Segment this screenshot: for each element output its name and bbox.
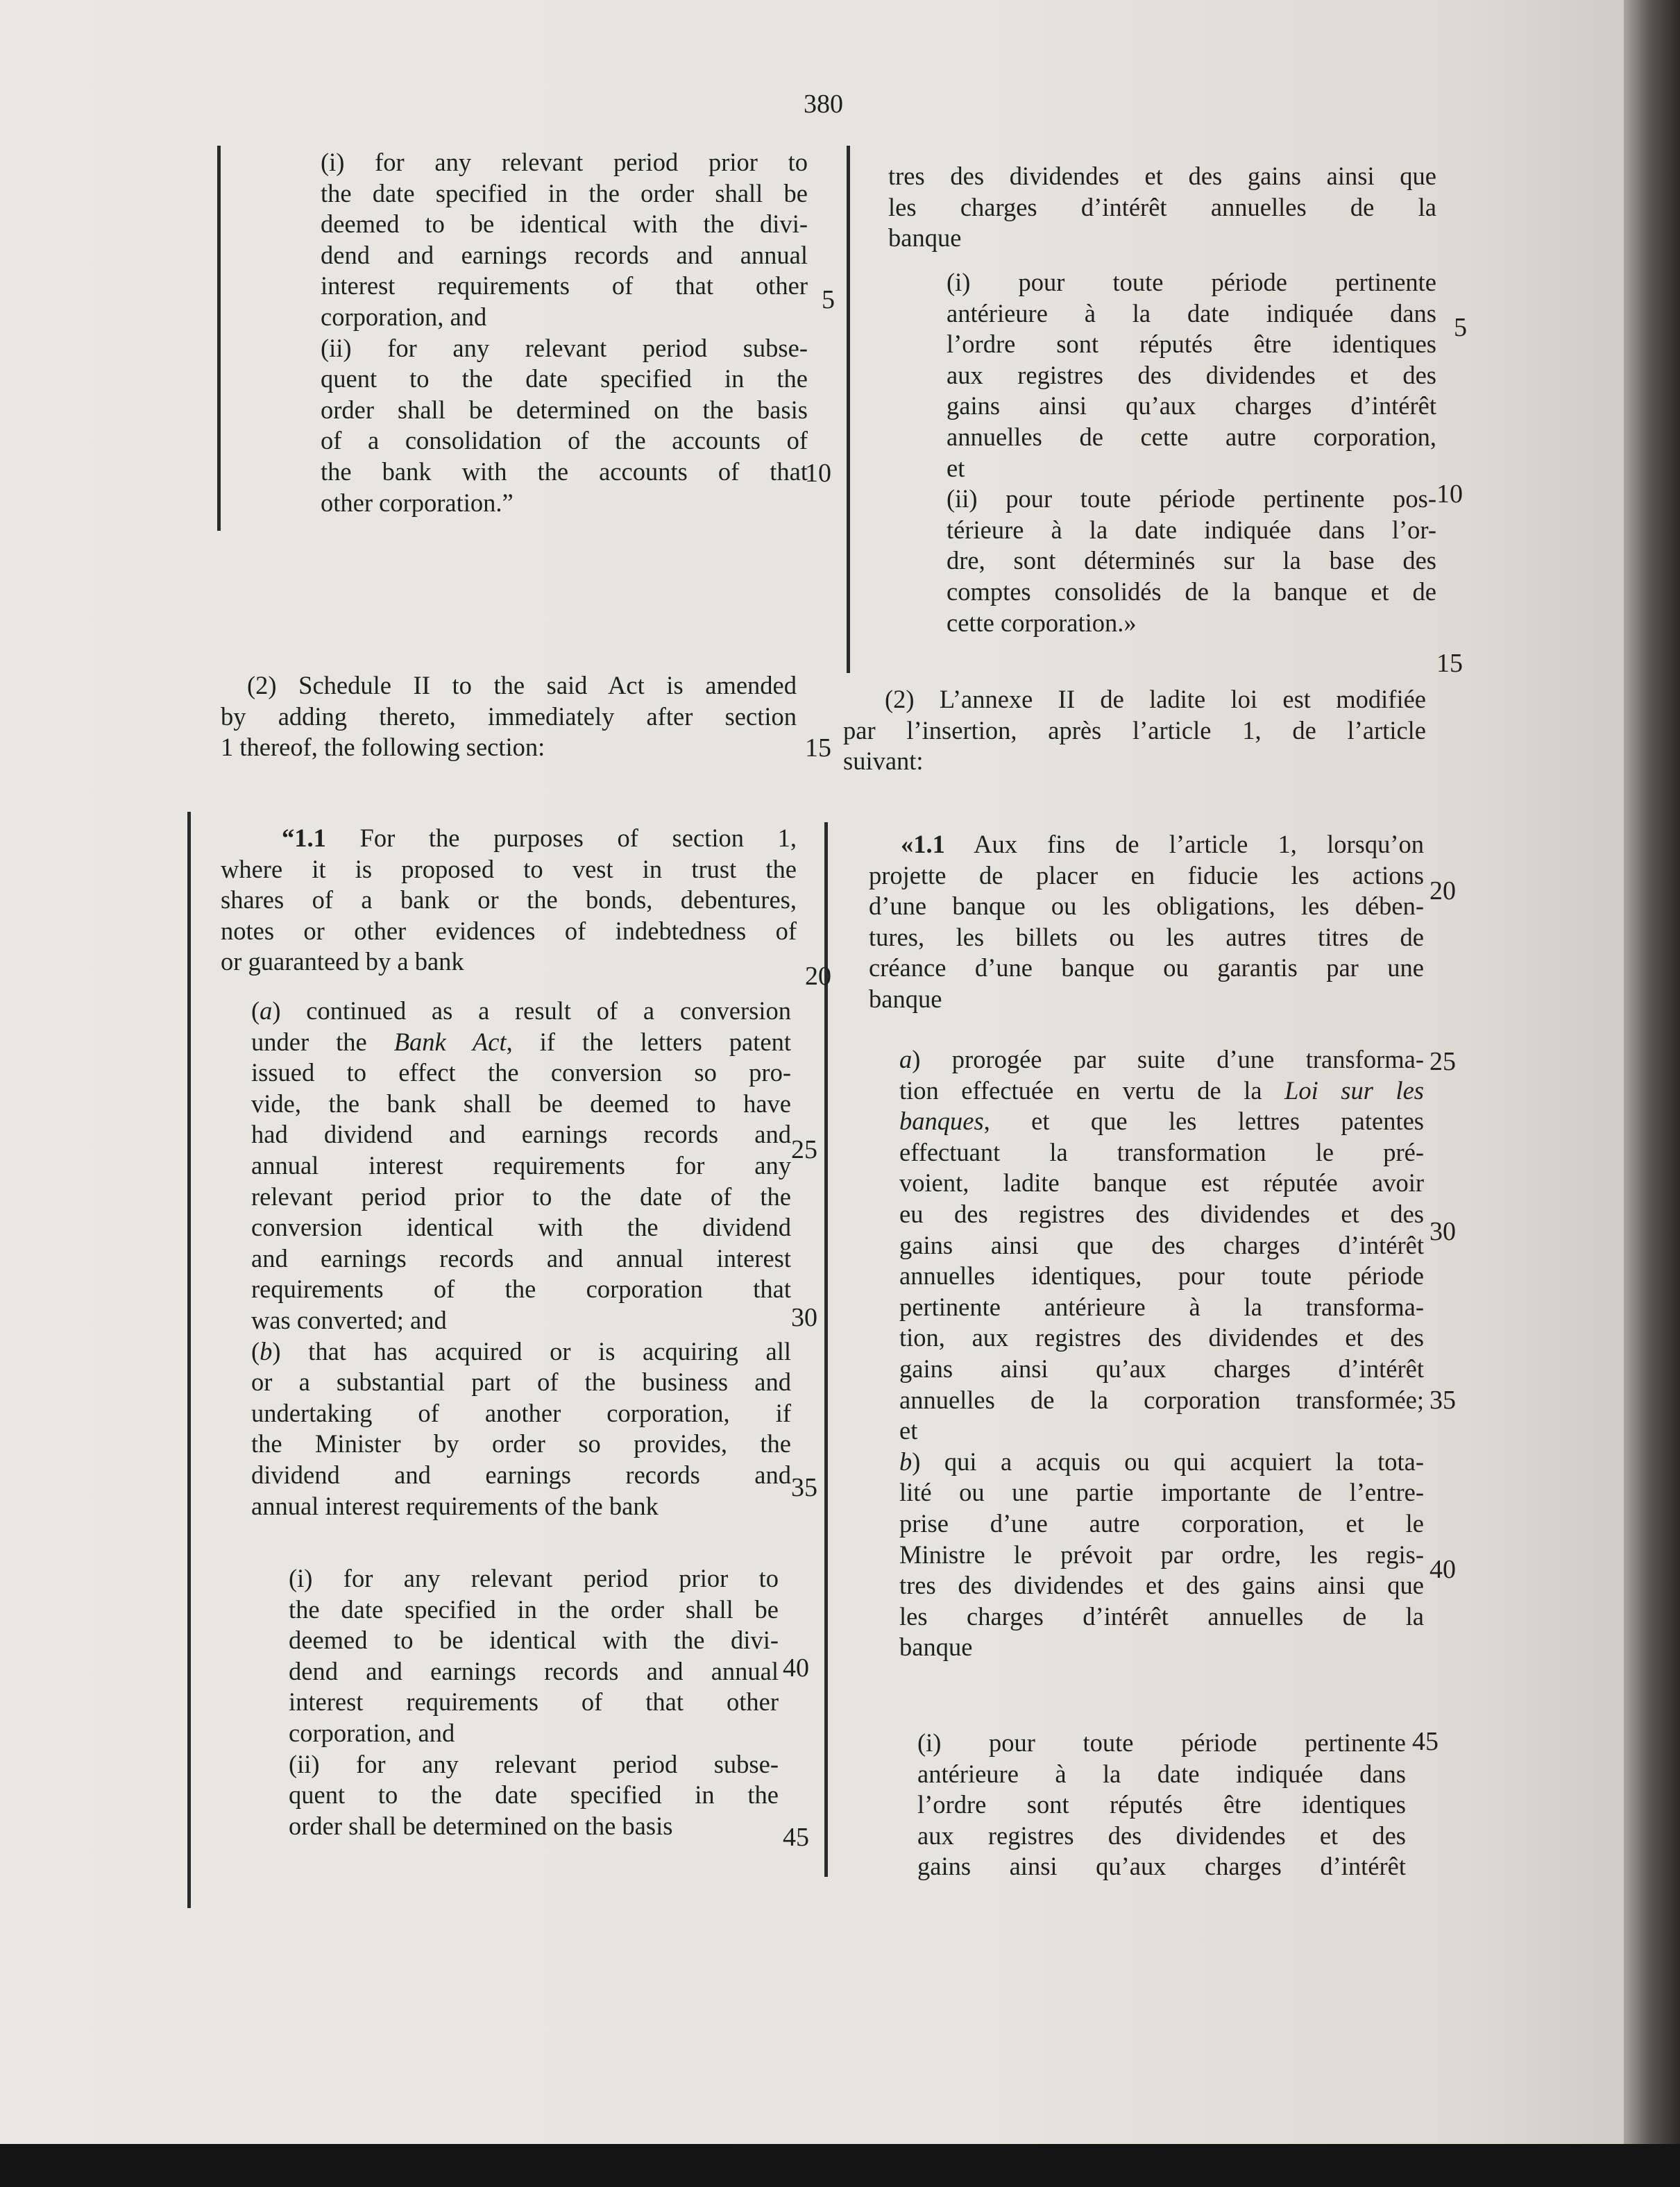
text-line: tion, aux registres des dividendes et des bbox=[899, 1323, 1424, 1352]
text-line: eu des registres des dividendes et des bbox=[899, 1199, 1424, 1228]
text-line: cette corporation.» bbox=[947, 608, 1137, 637]
line-number: 25 bbox=[1429, 1047, 1456, 1076]
para-b-first-line bbox=[899, 1447, 1424, 1478]
text-line: tres des dividendes et des gains ainsi que bbox=[899, 1571, 1424, 1600]
text-line: banque bbox=[869, 984, 942, 1013]
text-line: banque bbox=[888, 223, 962, 253]
text-line: annuelles identiques, pour toute période bbox=[899, 1261, 1424, 1291]
line-number: 30 bbox=[1429, 1217, 1456, 1246]
line-number: 5 bbox=[822, 285, 835, 314]
french-amendment-text bbox=[843, 684, 1426, 777]
text-line: (i) for any relevant period prior to bbox=[289, 1564, 779, 1592]
text-line: 1 thereof, the following section: bbox=[221, 733, 545, 762]
text-line: gains ainsi qu’aux charges d’intérêt bbox=[899, 1354, 1424, 1383]
text-line: undertaking of another corporation, if bbox=[251, 1398, 791, 1427]
text-line: relevant period prior to the date of the bbox=[251, 1182, 791, 1211]
line-number: 20 bbox=[1429, 876, 1456, 905]
text-line: the date specified in the order shall be bbox=[321, 178, 808, 207]
line-number: 20 bbox=[805, 962, 831, 991]
text-line: annual interest requirements for any bbox=[251, 1150, 791, 1180]
text-line: shares of a bank or the bonds, debentures, bbox=[221, 885, 797, 914]
change-bar-en-section bbox=[187, 812, 191, 1908]
text-line: (i) pour toute période pertinente bbox=[947, 268, 1436, 296]
text-line: dend and earnings records and annual bbox=[289, 1656, 779, 1685]
text-line: corporation, and bbox=[321, 302, 487, 331]
text-line: and earnings records and annual interest bbox=[251, 1243, 791, 1273]
line-number: 40 bbox=[783, 1653, 809, 1683]
para-label: b bbox=[260, 1336, 273, 1365]
text-line: projette de placer en fiducie les actions bbox=[869, 860, 1424, 890]
page-number: 380 bbox=[804, 90, 843, 119]
line-number: 45 bbox=[783, 1823, 809, 1852]
text-line: the bank with the accounts of that bbox=[321, 457, 808, 486]
line-number: 35 bbox=[791, 1473, 817, 1502]
text-fragment: tion effectuée en vertu de la bbox=[899, 1075, 1285, 1105]
text-line: aux registres des dividendes et des bbox=[917, 1821, 1406, 1850]
text-line: effectuant la transformation le pré- bbox=[899, 1137, 1424, 1166]
text-fragment: Aux fins de l’article 1, lorsqu’on bbox=[944, 830, 1424, 858]
line-number: 45 bbox=[1412, 1727, 1439, 1756]
text-line: et bbox=[899, 1416, 918, 1445]
text-line: dividend and earnings records and bbox=[251, 1460, 791, 1489]
text-line: corporation, and bbox=[289, 1718, 455, 1747]
line-number: 15 bbox=[805, 733, 831, 763]
para-label: a bbox=[260, 996, 273, 1025]
text-line: vide, the bank shall be deemed to have bbox=[251, 1089, 791, 1118]
text-fragment: ) prorogée par suite d’une transforma- bbox=[912, 1045, 1424, 1073]
text-line: suivant: bbox=[843, 747, 924, 776]
text-line: (ii) for any relevant period subse- bbox=[321, 333, 808, 362]
text-fragment: , if the letters patent bbox=[506, 1027, 791, 1056]
text-line: et bbox=[947, 453, 965, 482]
text-line: interest requirements of that other bbox=[321, 271, 808, 300]
text-line: gains ainsi qu’aux charges d’intérêt bbox=[947, 391, 1436, 420]
text-line: interest requirements of that other bbox=[289, 1687, 779, 1717]
text-line: (i) pour toute période pertinente bbox=[917, 1728, 1406, 1757]
text-line: annuelles de la corporation transformée; bbox=[899, 1385, 1424, 1414]
text-line: where it is proposed to vest in trust the bbox=[221, 854, 797, 883]
text-line: had dividend and earnings records and bbox=[251, 1120, 791, 1149]
text-line: of a consolidation of the accounts of bbox=[321, 426, 808, 455]
text-line: (2) Schedule II to the said Act is amended bbox=[247, 671, 797, 699]
french-para-a bbox=[899, 1044, 1424, 1663]
text-line: banque bbox=[899, 1633, 973, 1662]
text-line: dre, sont déterminés sur la base des bbox=[947, 546, 1436, 575]
english-sub-paragraphs bbox=[289, 1563, 779, 1841]
text-fragment-italic: Loi sur les bbox=[1284, 1075, 1424, 1105]
text-line: deemed to be identical with the divi- bbox=[321, 210, 808, 239]
text-line: Ministre le prévoit par ordre, les regis- bbox=[899, 1540, 1424, 1569]
text-line: comptes consolidés de la banque et de bbox=[947, 577, 1436, 606]
change-bar-fr-top bbox=[847, 146, 850, 673]
text-line: conversion identical with the dividend bbox=[251, 1213, 791, 1242]
para-b-first-line: (b) that has acquired or is acquiring all bbox=[251, 1336, 791, 1365]
para-a-first-line bbox=[899, 1044, 1424, 1075]
text-line: antérieure à la date indiquée dans bbox=[917, 1759, 1406, 1788]
text-line: the date specified in the order shall be bbox=[289, 1594, 779, 1624]
english-para-a bbox=[251, 996, 791, 1522]
text-line: gains ainsi que des charges d’intérêt bbox=[899, 1230, 1424, 1259]
english-top-text bbox=[321, 147, 808, 518]
text-line: annual interest requirements of the bank bbox=[251, 1491, 659, 1520]
line-number: 25 bbox=[791, 1135, 817, 1164]
para-a-third-line bbox=[899, 1106, 1424, 1137]
text-line: dend and earnings records and annual bbox=[321, 240, 808, 269]
line-number: 30 bbox=[791, 1303, 817, 1332]
text-line: pertinente antérieure à la transforma- bbox=[899, 1292, 1424, 1321]
text-line: prise d’une autre corporation, et le bbox=[899, 1508, 1424, 1538]
text-line: quent to the date specified in the bbox=[321, 364, 808, 393]
text-line: (2) L’annexe II de ladite loi est modifiée bbox=[885, 685, 1426, 713]
text-fragment-italic: Bank Act bbox=[393, 1027, 507, 1056]
text-line: notes or other evidences of indebtedness of bbox=[221, 916, 797, 945]
text-line: or guaranteed by a bank bbox=[221, 947, 464, 976]
text-line: by adding thereto, immediately after section bbox=[221, 701, 797, 731]
french-sub-paragraphs bbox=[917, 1728, 1406, 1882]
section-heading-line bbox=[221, 823, 797, 854]
text-line: lité ou une partie importante de l’entre- bbox=[899, 1478, 1424, 1507]
para-a-first-line: (a) continued as a result of a conversion bbox=[251, 996, 791, 1025]
text-line: voient, ladite banque est réputée avoir bbox=[899, 1168, 1424, 1198]
text-line: other corporation.” bbox=[321, 488, 514, 517]
text-line: d’une banque ou les obligations, les dében- bbox=[869, 892, 1424, 921]
text-fragment: ) qui a acquis ou qui acquiert la tota- bbox=[912, 1447, 1424, 1476]
para-a-second-line bbox=[251, 1027, 791, 1058]
text-line: l’ordre sont réputés être identiques bbox=[917, 1790, 1406, 1819]
text-line: order shall be determined on the basis bbox=[321, 395, 808, 424]
line-number: 10 bbox=[805, 459, 831, 488]
line-number: 10 bbox=[1436, 479, 1463, 509]
para-label: a bbox=[899, 1045, 913, 1073]
text-line: order shall be determined on the basis bbox=[289, 1811, 673, 1840]
text-line: or a substantial part of the business and bbox=[251, 1368, 791, 1397]
text-line: aux registres des dividendes et des bbox=[947, 360, 1436, 389]
scan-bottom-edge bbox=[0, 2144, 1680, 2187]
text-fragment: that has acquired or is acquiring all bbox=[280, 1336, 791, 1365]
text-line: the Minister by order so provides, the bbox=[251, 1429, 791, 1458]
text-fragment: For the purposes of section 1, bbox=[325, 824, 797, 852]
text-fragment: continued as a result of a conversion bbox=[280, 996, 791, 1025]
text-line: créance d’une banque ou garantis par une bbox=[869, 953, 1424, 982]
text-line: deemed to be identical with the divi- bbox=[289, 1626, 779, 1655]
french-top-text bbox=[888, 161, 1436, 254]
text-line: was converted; and bbox=[251, 1305, 447, 1334]
text-line: gains ainsi qu’aux charges d’intérêt bbox=[917, 1852, 1406, 1881]
english-section-text bbox=[221, 823, 797, 978]
change-bar-en-top bbox=[217, 146, 221, 531]
para-label: b bbox=[899, 1447, 913, 1476]
line-number: 35 bbox=[1429, 1386, 1456, 1415]
text-line: antérieure à la date indiquée dans bbox=[947, 298, 1436, 327]
text-line: les charges d’intérêt annuelles de la bbox=[899, 1601, 1424, 1631]
text-line: (i) for any relevant period prior to bbox=[321, 148, 808, 176]
text-fragment: under the bbox=[251, 1027, 394, 1056]
text-fragment-italic: banques bbox=[899, 1107, 984, 1136]
section-number: “1.1 bbox=[282, 824, 326, 852]
french-section-text bbox=[869, 829, 1424, 1015]
section-heading-line bbox=[869, 829, 1424, 860]
text-line: tres des dividendes et des gains ainsi que bbox=[888, 162, 1436, 190]
text-line: annuelles de cette autre corporation, bbox=[947, 422, 1436, 451]
text-line: quent to the date specified in the bbox=[289, 1780, 779, 1810]
text-line: (ii) for any relevant period subse- bbox=[289, 1749, 779, 1778]
text-line: tures, les billets ou les autres titres de bbox=[869, 922, 1424, 951]
line-number: 40 bbox=[1429, 1555, 1456, 1584]
section-number: «1.1 bbox=[901, 830, 945, 858]
line-number: 5 bbox=[1454, 313, 1467, 342]
line-number: 15 bbox=[1436, 649, 1463, 678]
text-fragment: , et que les lettres patentes bbox=[983, 1107, 1424, 1136]
text-line: (ii) pour toute période pertinente pos- bbox=[947, 484, 1436, 513]
text-line: les charges d’intérêt annuelles de la bbox=[888, 192, 1436, 221]
book-spine-shadow bbox=[1624, 0, 1680, 2187]
text-line: issued to effect the conversion so pro- bbox=[251, 1058, 791, 1087]
english-amendment-text bbox=[221, 670, 797, 763]
text-line: l’ordre sont réputés être identiques bbox=[947, 330, 1436, 359]
text-line: térieure à la date indiquée dans l’or- bbox=[947, 515, 1436, 544]
para-a-second-line bbox=[899, 1075, 1424, 1107]
french-top-subparagraphs bbox=[947, 267, 1436, 638]
text-line: par l’insertion, après l’article 1, de l’article bbox=[843, 715, 1426, 744]
text-line: requirements of the corporation that bbox=[251, 1275, 791, 1304]
